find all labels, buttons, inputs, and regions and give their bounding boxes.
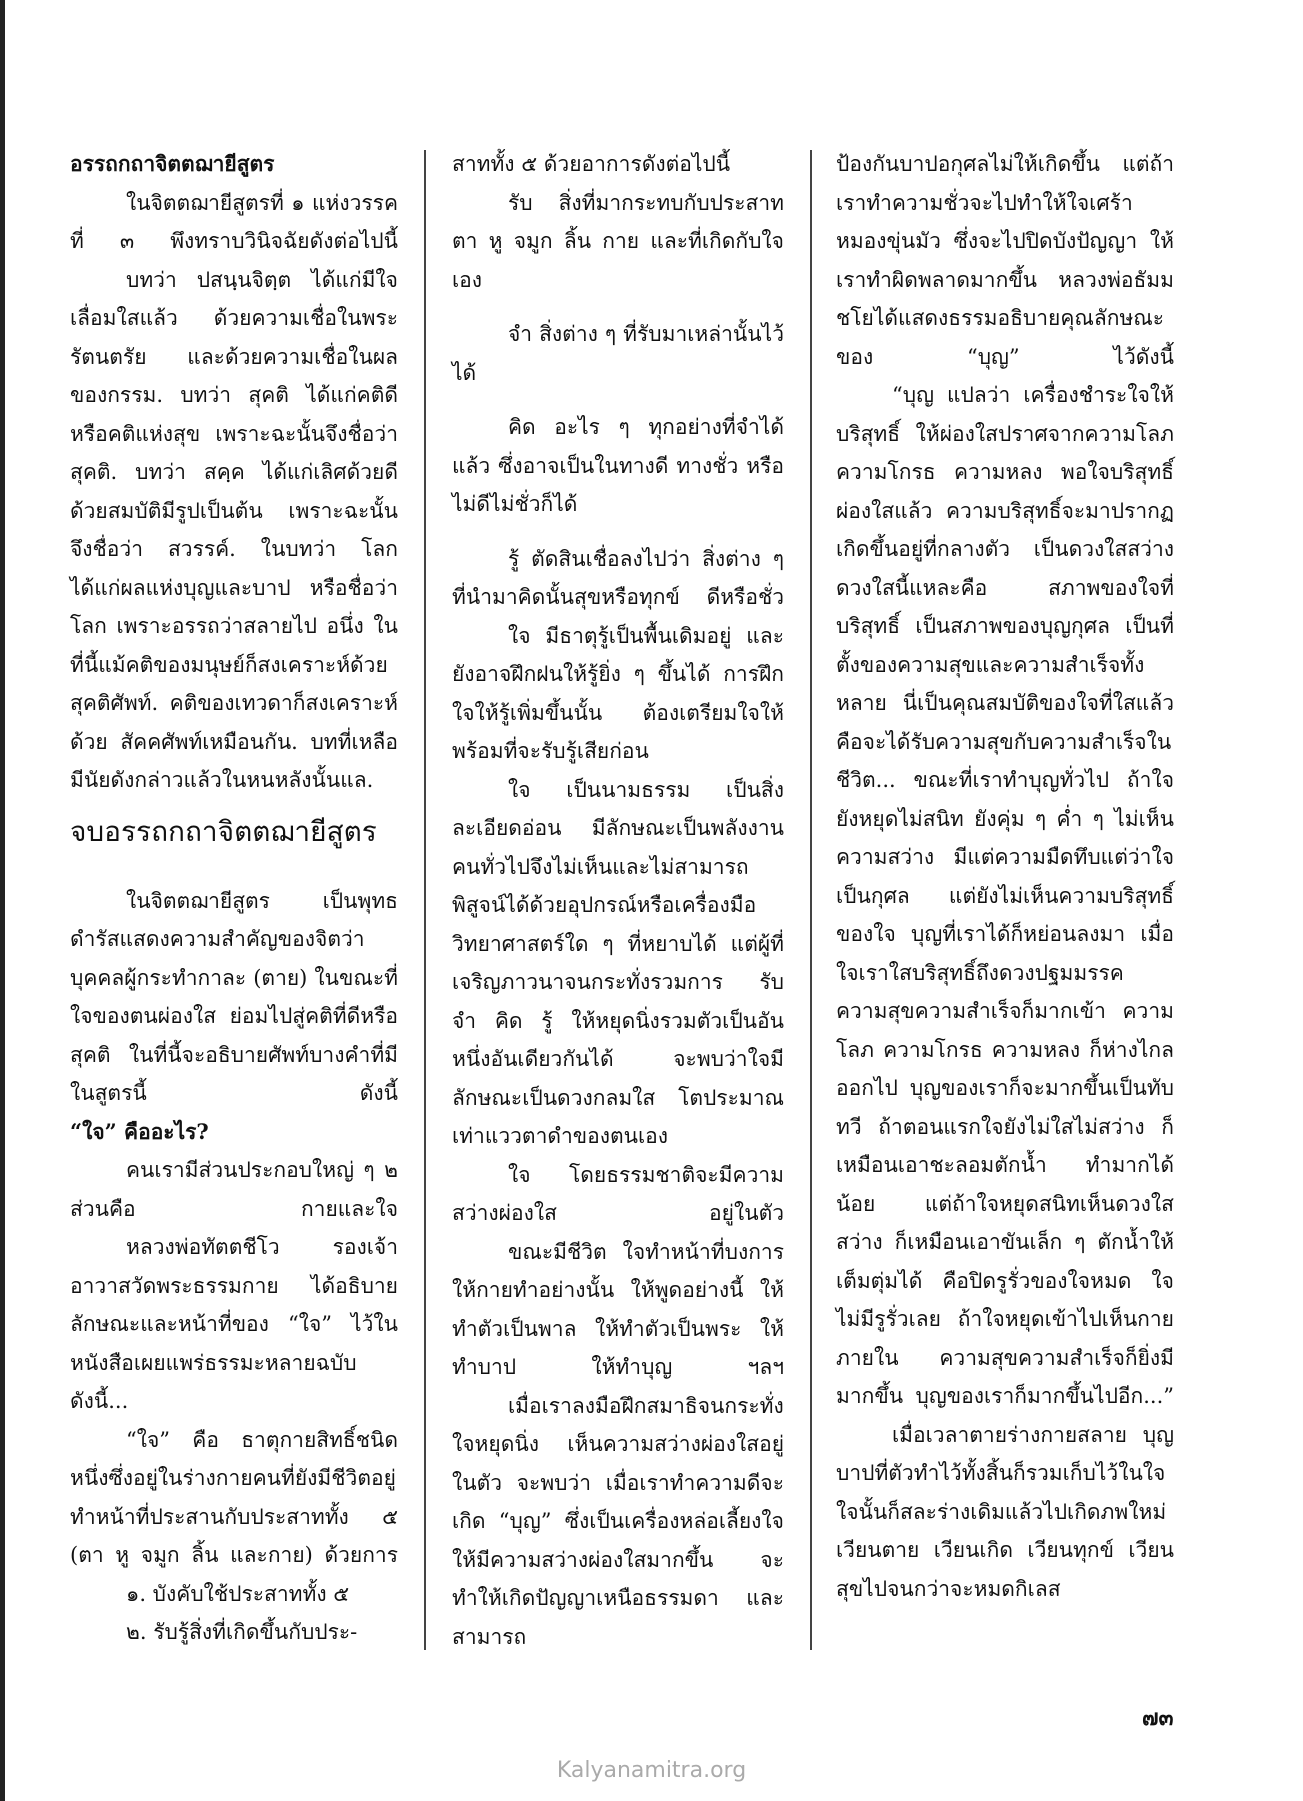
list-item: ๒. รับรู้สิ่งที่เกิดขึ้นกับประ- — [126, 1620, 358, 1644]
paragraph: คนเรามีส่วนประกอบใหญ่ ๆ ๒ ส่วนคือ กายและใจ — [70, 1158, 398, 1221]
paragraph: ใจ เป็นนามธรรม เป็นสิ่งละเอียดอ่อน มีลักษณะเป็นพลังงาน คนทั่วไปจึงไม่เห็นและไม่สามารถพิสูจน์ได้ด้วยอุปกรณ์หรือเครื่องมือวิทยาศาสตร์ใด ๆ ที่หยาบได้ แต่ผู้ที่เจริญภาวนาจนกระทั่งรวมการ รับ จำ คิด รู้ ให้หยุดนิ่งรวมตัวเป็นอันหนึ่งอันเดียวกันได้ จะพบว่าใจมีลักษณะเป็นดวงกลมใส โตประมาณเท่าแววตาดำของตนเอง — [452, 777, 784, 1148]
section-title: อรรถกถาจิตตฌายีสูตร — [70, 151, 275, 176]
paragraph: รับ สิ่งที่มากระทบกับประสาท ตา หู จมูก ลิ้น กาย และที่เกิดกับใจเอง — [452, 190, 784, 292]
page-number: ๗๓ — [1142, 1705, 1174, 1731]
column-divider — [810, 150, 812, 1650]
scan-edge — [0, 0, 5, 1801]
list-item: ๑. บังคับใช้ประสาททั้ง ๕ — [126, 1581, 350, 1606]
column-divider — [424, 150, 426, 1650]
paragraph: รู้ ตัดสินเชื่อลงไปว่า สิ่งต่าง ๆ ที่นำมาคิดนั้นสุขหรือทุกข์ ดีหรือชั่ว — [452, 546, 784, 609]
paragraph: ป้องกันบาปอกุศลไม่ให้เกิดขึ้น แต่ถ้าเราทำความชั่วจะไปทำให้ใจเศร้าหมองขุ่นมัว ซึ่งจะไปปิดบังปัญญา ให้เราทำผิดพลาดมากขึ้น หลวงพ่อธัมมชโยได้แสดงธรรมอธิบายคุณลักษณะของ “บุญ” ไว้ดังนี้ — [836, 152, 1174, 369]
paragraph: จำ สิ่งต่าง ๆ ที่รับมาเหล่านั้นไว้ได้ — [452, 322, 784, 385]
paragraph: ใจ โดยธรรมชาติจะมีความสว่างผ่องใส อยู่ในตัว — [452, 1162, 784, 1225]
paragraph: คิด อะไร ๆ ทุกอย่างที่จำได้แล้ว ซึ่งอาจเป็นในทางดี ทางชั่ว หรือไม่ดีไม่ชั่วก็ได้ — [452, 415, 784, 516]
column-2 — [452, 145, 784, 1656]
paragraph: ในจิตตฌายีสูตรที่ ๑ แห่งวรรค ที่ ๓ พึงทราบวินิจฉัยดังต่อไปนี้ — [70, 190, 398, 253]
paragraph: ขณะมีชีวิต ใจทำหน้าที่บงการให้กายทำอย่างนั้น ให้พูดอย่างนี้ ให้ทำตัวเป็นพาล ให้ทำตัวเป็นพระ ให้ทำบาป ให้ทำบุญ ฯลฯ — [452, 1239, 784, 1379]
footer-watermark: Kalyanamitra.org — [556, 1758, 747, 1783]
paragraph: เมื่อเวลาตายร่างกายสลาย บุญบาปที่ตัวทำไว้ทั้งสิ้นก็รวมเก็บไว้ในใจ ใจนั้นก็สละร่างเดิมแล้วไปเกิดภพใหม่ เวียนตาย เวียนเกิด เวียนทุกข์ เวียนสุขไปจนกว่าจะหมดกิเลส — [836, 1422, 1174, 1601]
paragraph: ในจิตตฌายีสูตร เป็นพุทธดำรัสแสดงความสำคัญของจิตว่า บุคคลผู้กระทำกาละ (ตาย) ในขณะที่ใจของตนผ่องใส ย่อมไปสู่คติที่ดีหรือสุคติ ในที่นี้จะอธิบายศัพท์บางคำที่มีในสูตรนี้ ดังนี้ — [70, 888, 398, 1105]
column-3 — [836, 145, 1174, 1608]
paragraph: “ใจ” คือ ธาตุกายสิทธิ์ชนิดหนึ่งซึ่งอยู่ในร่างกายคนที่ยังมีชีวิตอยู่ ทำหน้าที่ประสานกับประสาททั้ง ๕ (ตา หู จมูก ลิ้น และกาย) ด้วยการ — [70, 1427, 398, 1567]
question-heading: “ใจ” คืออะไร? — [70, 1118, 209, 1144]
paragraph: บทว่า ปสนฺนจิตฺต ได้แก่มีใจเลื่อมใสแล้ว ด้วยความเชื่อในพระรัตนตรัย และด้วยความเชื่อในผลของกรรม. บทว่า สุคติ ได้แก่คติดีหรือคติแห่งสุข เพราะฉะนั้นจึงชื่อว่า สุคติ. บทว่า สคฺค ได้แก่เลิศด้วยดีด้วยสมบัติมีรูปเป็นต้น เพราะฉะนั้นจึงชื่อว่า สวรรค์. ในบทว่า โลก ได้แก่ผลแห่งบุญและบาป หรือชื่อว่าโลก เพราะอรรถว่าสลายไป อนึ่ง ในที่นี้แม้คติของมนุษย์ก็สงเคราะห์ด้วยสุคติศัพท์. คติของเทวดาก็สงเคราะห์ด้วย สัคคศัพท์เหมือนกัน. บทที่เหลือมีนัยดังกล่าวแล้วในหนหลังนั้นแล. — [70, 267, 398, 792]
quote-paragraph: “บุญ แปลว่า เครื่องชำระใจให้บริสุทธิ์ ให้ผ่องใสปราศจากความโลภ ความโกรธ ความหลง พอใจบริสุทธิ์ผ่องใสแล้ว ความบริสุทธิ์จะมาปรากฏเกิดขึ้นอยู่ที่กลางตัว เป็นดวงใสสว่าง ดวงใสนี้แหละคือ สภาพของใจที่บริสุทธิ์ เป็นสภาพของบุญกุศล เป็นที่ตั้งของความสุขและความสำเร็จทั้งหลาย นี่เป็นคุณสมบัติของใจที่ใสแล้ว คือจะได้รับความสุขกับความสำเร็จในชีวิต... ขณะที่เราทำบุญทั่วไป ถ้าใจยังหยุดไม่สนิท ยังคุ่ม ๆ ค่ำ ๆ ไม่เห็นความสว่าง มีแต่ความมืดทึบแต่ว่าใจเป็นกุศล แต่ยังไม่เห็นความบริสุทธิ์ของใจ บุญที่เราได้ก็หย่อนลงมา เมื่อใจเราใสบริสุทธิ์ถึงดวงปฐมมรรค ความสุขความสำเร็จก็มากเข้า ความโลภ ความโกรธ ความหลง ก็ห่างไกลออกไป บุญของเราก็จะมากขึ้นเป็นทับทวี ถ้าตอนแรกใจยังไม่ใสไม่สว่าง ก็เหมือนเอาชะลอมตักน้ำ ทำมากได้น้อย แต่ถ้าใจหยุดสนิทเห็นดวงใสสว่าง ก็เหมือนเอาขันเล็ก ๆ ตักน้ำให้เต็มตุ่มได้ คือปิดรูรั่วของใจหมด ใจไม่มีรูรั่วเลย ถ้าใจหยุดเข้าไปเห็นกายภายใน ความสุขความสำเร็จก็ยิ่งมีมากขึ้น บุญของเราก็มากขึ้นไปอีก...” — [836, 383, 1174, 1408]
column-1 — [70, 145, 398, 1652]
paragraph: สาททั้ง ๕ ด้วยอาการดังต่อไปนี้ — [452, 152, 731, 176]
paragraph: ใจ มีธาตุรู้เป็นพื้นเดิมอยู่ และยังอาจฝึกฝนให้รู้ยิ่ง ๆ ขึ้นได้ การฝึกใจให้รู้เพิ่มขึ้นนั้น ต้องเตรียมใจให้พร้อมที่จะรับรู้เสียก่อน — [452, 623, 784, 763]
paragraph: เมื่อเราลงมือฝึกสมาธิจนกระทั่งใจหยุดนิ่ง เห็นความสว่างผ่องใสอยู่ในตัว จะพบว่า เมื่อเราทำความดีจะเกิด “บุญ” ซึ่งเป็นเครื่องหล่อเลี้ยงใจให้มีความสว่างผ่องใสมากขึ้น จะทำให้เกิดปัญญาเหนือธรรมดา และสามารถ — [452, 1393, 784, 1649]
paragraph: หลวงพ่อทัตตชีโว รองเจ้าอาวาสวัดพระธรรมกาย ได้อธิบายลักษณะและหน้าที่ของ “ใจ” ไว้ในหนังสือเผยแพร่ธรรมะหลายฉบับ ดังนี้... — [70, 1235, 398, 1413]
section-heading: จบอรรถกถาจิตตฌายีสูตร — [70, 814, 377, 848]
